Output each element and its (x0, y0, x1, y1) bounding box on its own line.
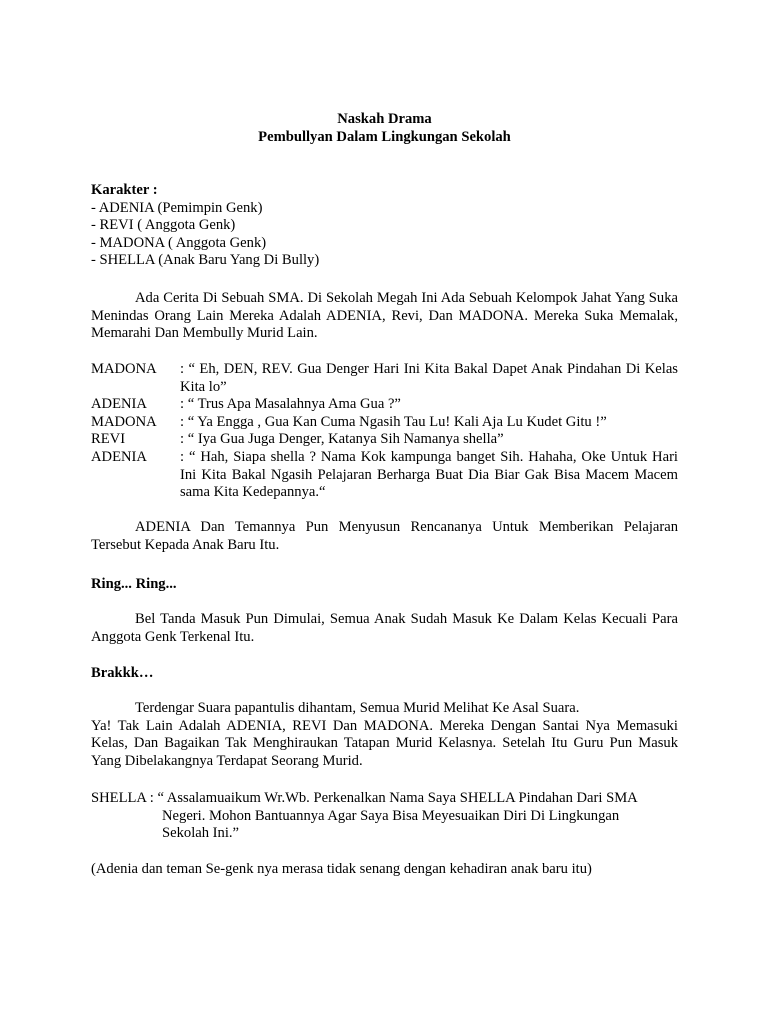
ring-heading: Ring... Ring... (91, 576, 177, 592)
dialogue-line (91, 361, 678, 396)
character-item: - MADONA ( Anggota Genk) (91, 234, 267, 251)
dialogue-block (91, 361, 678, 502)
dialogue-text: : “ Trus Apa Masalahnya Ama Gua ?” (180, 396, 401, 413)
dialogue-text: : “ Iya Gua Juga Denger, Katanya Sih Namanya shella” (180, 431, 504, 448)
characters-heading: Karakter : (91, 182, 158, 198)
dialogue-line (91, 431, 678, 449)
closing-paragraph: (Adenia dan teman Se-genk nya merasa tidak senang dengan kehadiran anak baru itu) (91, 861, 592, 877)
subtitle: Pembullyan Dalam Lingkungan Sekolah (258, 128, 511, 145)
dialogue-text: : “ Eh, DEN, REV. Gua Denger Hari Ini Kita Bakal Dapet Anak Pindahan Di Kelas Kita lo” (180, 361, 678, 395)
sound-paragraph: Ya! Tak Lain Adalah ADENIA, REVI Dan MADONA. Mereka Dengan Santai Nya Memasuki Kelas, Dan Bagaikan Tak Menghiraukan Tatapan Murid Kelasnya. Setelah Itu Guru Pun Masuk Yang Dibelakangnya Terdapat Seorang Murid. (91, 717, 678, 769)
dialogue-text: Negeri. Mohon Bantuannya Agar Saya Bisa Meyesuaikan Diri Di Lingkungan (162, 807, 620, 824)
character-item: - ADENIA (Pemimpin Genk) (91, 199, 263, 216)
shella-line-1 (91, 790, 678, 808)
bell-paragraph: Bel Tanda Masuk Pun Dimulai, Semua Anak Sudah Masuk Ke Dalam Kelas Kecuali Para Anggota Genk Terkenal Itu. (91, 611, 678, 645)
dialogue-text: “ Assalamuaikum Wr.Wb. Perkenalkan Nama Saya SHELLA Pindahan Dari SMA (157, 790, 638, 806)
brakkk-heading: Brakkk… (91, 665, 154, 681)
sound-section (91, 700, 678, 770)
speaker-name: ADENIA (91, 448, 147, 465)
sound-sentence: Terdengar Suara papantulis dihantam, Semua Murid Melihat Ke Asal Suara. (135, 700, 580, 716)
speaker-name: REVI (91, 431, 126, 448)
speaker-name: MADONA (91, 361, 157, 377)
title: Naskah Drama (337, 111, 432, 127)
shella-dialogue (91, 790, 678, 843)
dialogue-text: Sekolah Ini.” (162, 825, 240, 842)
dialogue-line (91, 449, 678, 502)
speaker-name: SHELLA : (91, 790, 158, 806)
character-item: - SHELLA (Anak Baru Yang Di Bully) (91, 252, 320, 269)
speaker-name: MADONA (91, 413, 157, 430)
dialogue-text: : “ Hah, Siapa shella ? Nama Kok kampunga banget Sih. Hahaha, Oke Untuk Hari Ini Kita Bakal Ngasih Pelajaran Berharga Buat Dia Biar Gak Bisa Macem Macem sama Kita Kedepannya.“ (180, 448, 678, 501)
intro-paragraph: Ada Cerita Di Sebuah SMA. Di Sekolah Megah Ini Ada Sebuah Kelompok Jahat Yang Suka Menindas Orang Lain Mereka Adalah ADENIA, Revi, Dan MADONA. Mereka Suka Memalak, Memarahi Dan Membully Murid Lain. (91, 290, 678, 342)
character-list (91, 182, 678, 270)
plan-paragraph: ADENIA Dan Temannya Pun Menyusun Rencananya Untuk Memberikan Pelajaran Tersebut Kepada Anak Baru Itu. (91, 519, 678, 553)
dialogue-line (91, 396, 678, 414)
document-title (91, 111, 678, 146)
character-item: - REVI ( Anggota Genk) (91, 217, 236, 234)
dialogue-text: : “ Ya Engga , Gua Kan Cuma Ngasih Tau Lu! Kali Aja Lu Kudet Gitu !” (180, 413, 607, 430)
dialogue-line (91, 414, 678, 432)
speaker-name: ADENIA (91, 396, 147, 413)
